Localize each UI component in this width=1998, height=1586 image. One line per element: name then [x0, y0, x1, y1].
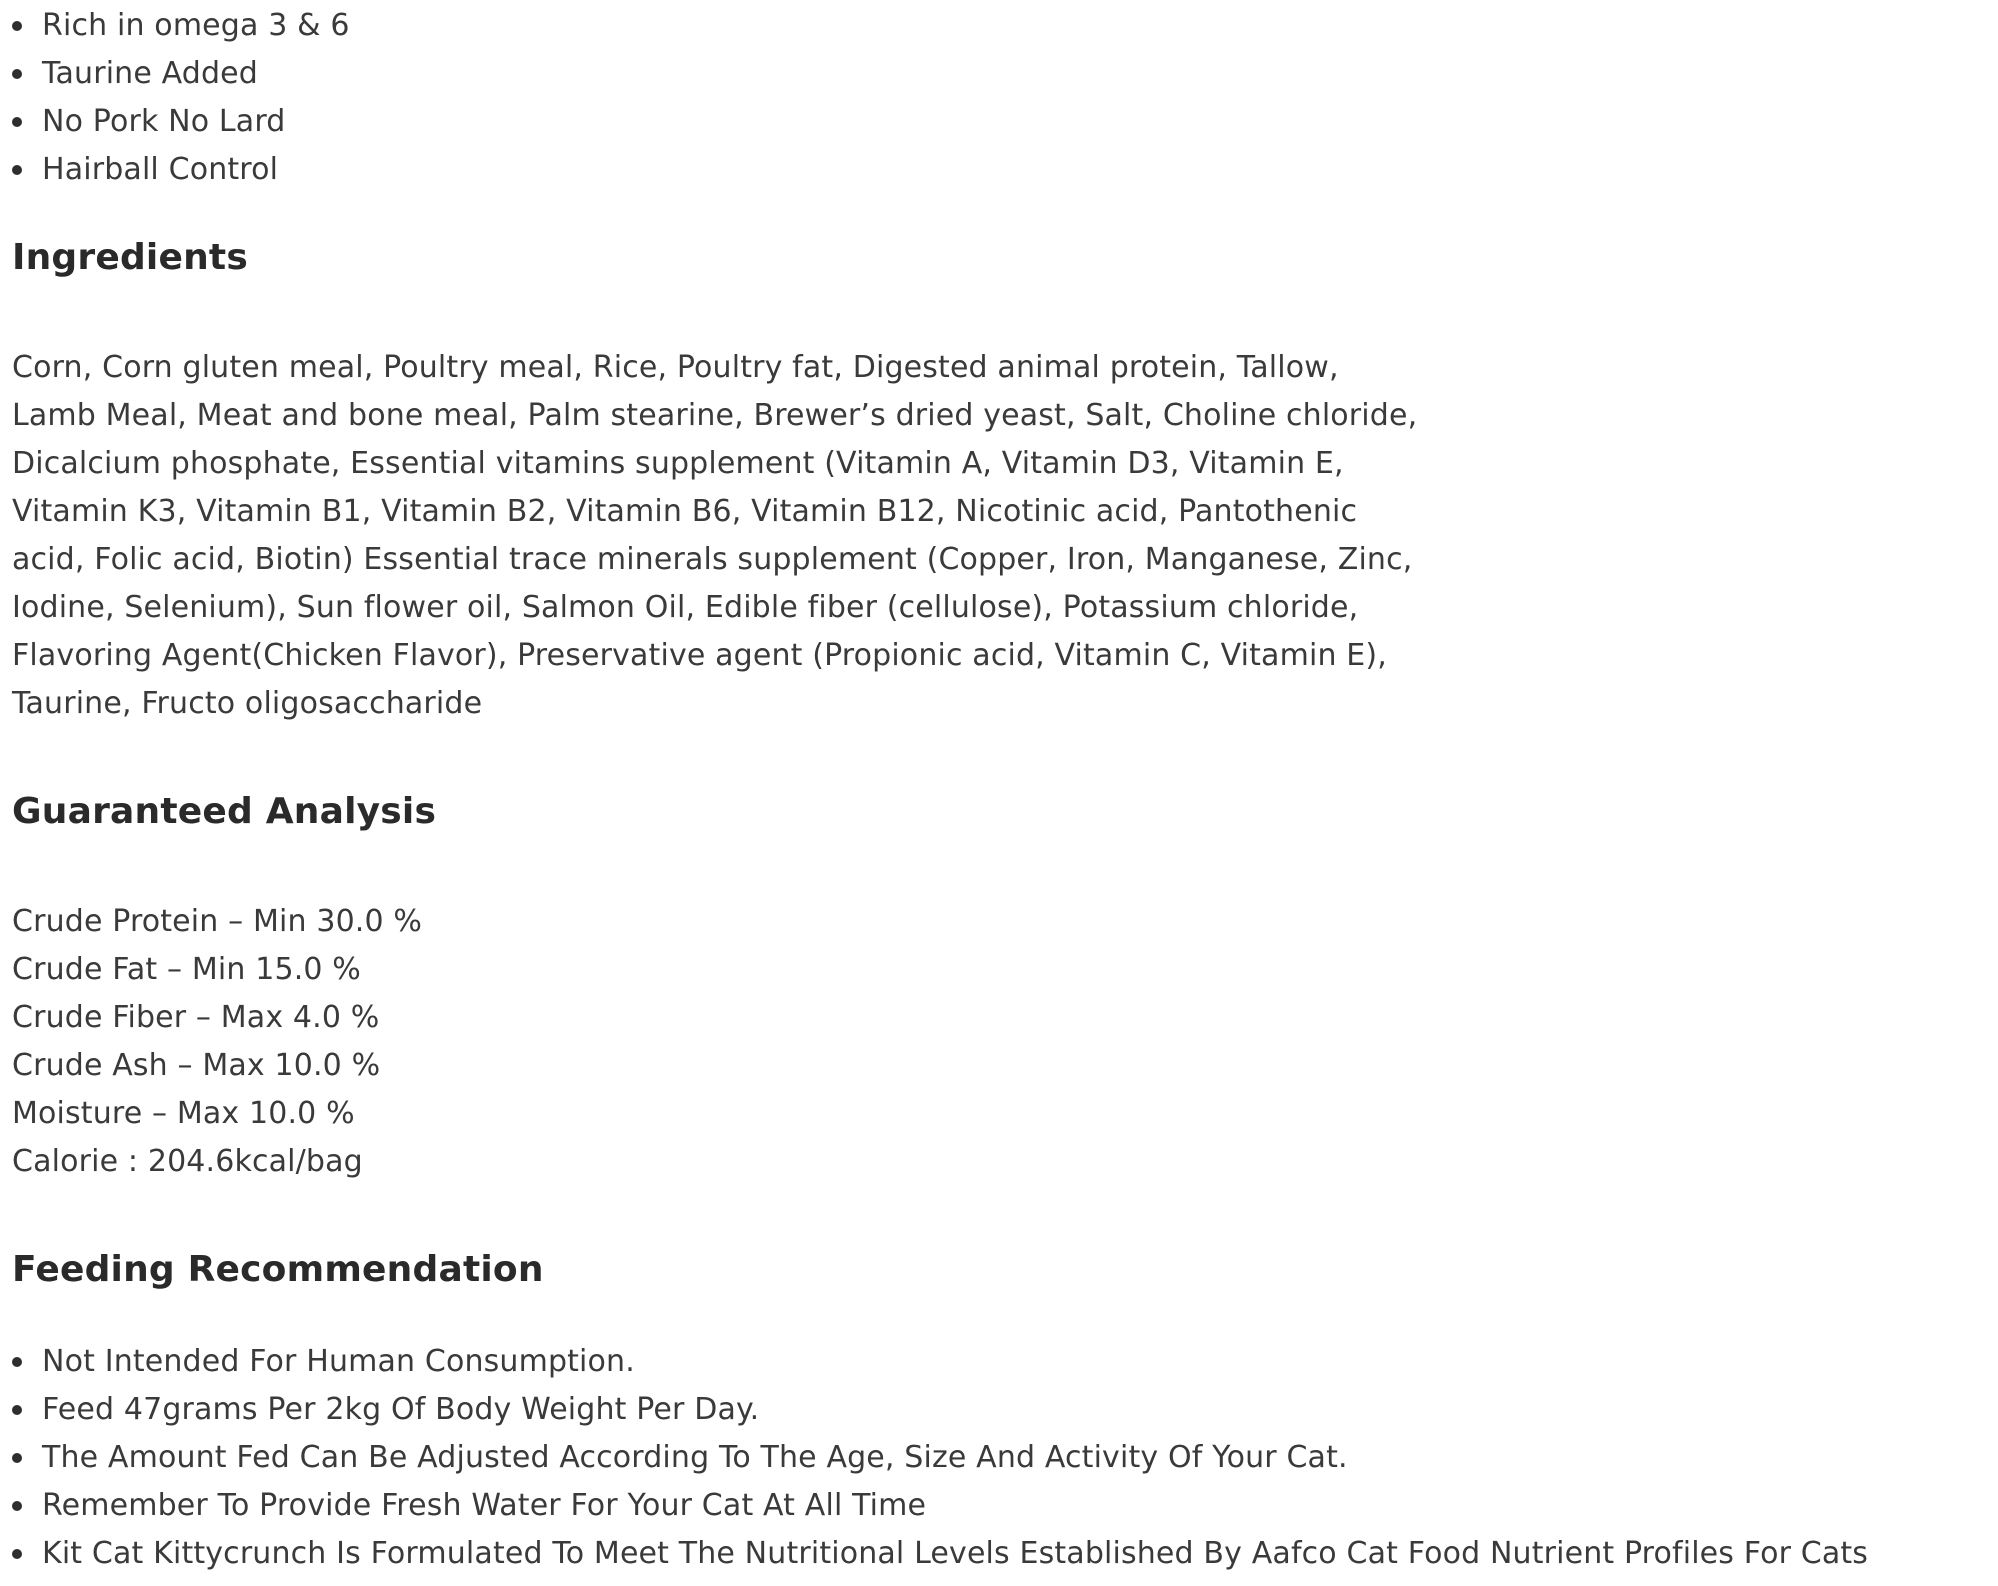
- analysis-line: Moisture – Max 10.0 %: [12, 1096, 355, 1131]
- text-line: Taurine, Fructo oligosaccharide: [12, 686, 483, 721]
- list-item: [12, 1482, 1868, 1530]
- bullet-icon: [12, 117, 22, 127]
- bullet-icon: [12, 165, 22, 175]
- ingredients-heading: Ingredients: [12, 237, 248, 278]
- text-line: Flavoring Agent(Chicken Flavor), Preservative agent (Propionic acid, Vitamin C, Vitamin E),: [12, 638, 1387, 673]
- analysis-line: Crude Protein – Min 30.0 %: [12, 904, 423, 939]
- text-line: Corn, Corn gluten meal, Poultry meal, Rice, Poultry fat, Digested animal protein, Tallow,: [12, 350, 1339, 385]
- feeding-text: Not Intended For Human Consumption.: [42, 1344, 635, 1379]
- analysis-line: Crude Ash – Max 10.0 %: [12, 1048, 381, 1083]
- bullet-icon: [12, 1405, 22, 1415]
- list-item: [12, 146, 350, 194]
- feature-text: No Pork No Lard: [42, 104, 286, 139]
- bullet-icon: [12, 1549, 22, 1559]
- feature-list: [12, 2, 350, 194]
- analysis-line: Crude Fiber – Max 4.0 %: [12, 1000, 380, 1035]
- bullet-icon: [12, 1501, 22, 1511]
- list-item: [12, 2, 350, 50]
- text-line: Iodine, Selenium), Sun flower oil, Salmon Oil, Edible fiber (cellulose), Potassium chloride,: [12, 590, 1359, 625]
- feeding-text: The Amount Fed Can Be Adjusted According To The Age, Size And Activity Of Your Cat.: [42, 1440, 1348, 1475]
- analysis-line: Crude Fat – Min 15.0 %: [12, 952, 361, 987]
- feeding-text: Feed 47grams Per 2kg Of Body Weight Per Day.: [42, 1392, 760, 1427]
- list-item: [12, 1386, 1868, 1434]
- analysis-heading: Guaranteed Analysis: [12, 791, 437, 832]
- text-line: Vitamin K3, Vitamin B1, Vitamin B2, Vitamin B6, Vitamin B12, Nicotinic acid, Pantothenic: [12, 494, 1358, 529]
- feeding-list: [12, 1338, 1868, 1578]
- feature-text: Rich in omega 3 & 6: [42, 8, 350, 43]
- analysis-text: [12, 898, 422, 1186]
- list-item: [12, 50, 350, 98]
- text-line: acid, Folic acid, Biotin) Essential trace minerals supplement (Copper, Iron, Manganese, Zinc,: [12, 542, 1413, 577]
- list-item: [12, 1338, 1868, 1386]
- text-line: Lamb Meal, Meat and bone meal, Palm stearine, Brewer’s dried yeast, Salt, Choline chloride,: [12, 398, 1418, 433]
- bullet-icon: [12, 1357, 22, 1367]
- ingredients-text: [12, 344, 1417, 728]
- bullet-icon: [12, 1453, 22, 1463]
- bullet-icon: [12, 21, 22, 31]
- feeding-text: Kit Cat Kittycrunch Is Formulated To Meet The Nutritional Levels Established By Aafco Cat Food Nutrient Profiles For Cats: [42, 1536, 1869, 1571]
- text-line: Dicalcium phosphate, Essential vitamins supplement (Vitamin A, Vitamin D3, Vitamin E,: [12, 446, 1344, 481]
- list-item: [12, 98, 350, 146]
- feeding-heading: Feeding Recommendation: [12, 1249, 544, 1290]
- list-item: [12, 1434, 1868, 1482]
- analysis-line: Calorie : 204.6kcal/bag: [12, 1144, 363, 1179]
- bullet-icon: [12, 69, 22, 79]
- list-item: [12, 1530, 1868, 1578]
- feeding-text: Remember To Provide Fresh Water For Your Cat At All Time: [42, 1488, 927, 1523]
- feature-text: Hairball Control: [42, 152, 279, 187]
- feature-text: Taurine Added: [42, 56, 258, 91]
